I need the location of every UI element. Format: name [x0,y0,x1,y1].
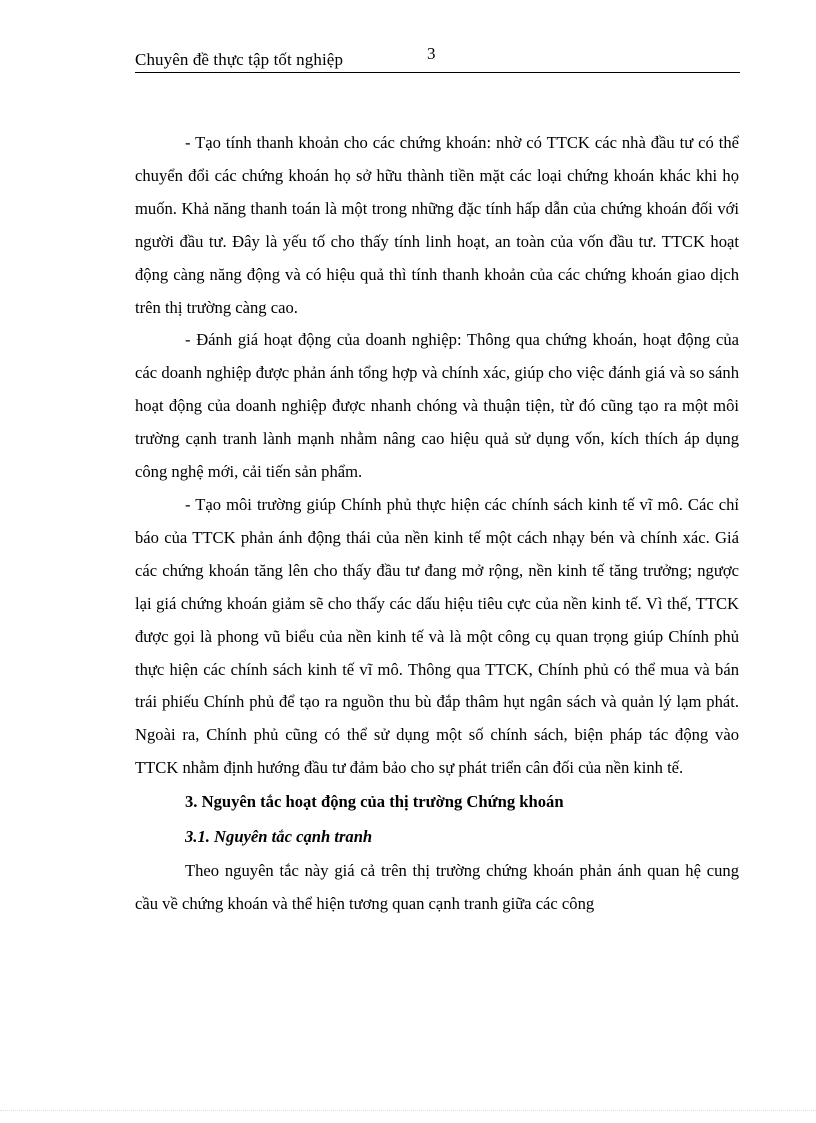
section-heading: 3. Nguyên tắc hoạt động của thị trường Chứng khoán [185,792,564,812]
page-number: 3 [427,44,436,63]
document-body [135,127,739,921]
subsection-heading: 3.1. Nguyên tắc cạnh tranh [185,827,373,847]
paragraph-competition: Theo nguyên tắc này giá cả trên thị trường chứng khoán phản ánh quan hệ cung cầu về chứng khoán và thể hiện tương quan cạnh tranh giữa các công [135,861,739,914]
page-header [135,46,740,73]
page-bottom-divider [0,1110,816,1111]
paragraph-liquidity: - Tạo tính thanh khoản cho các chứng khoán: nhờ có TTCK các nhà đầu tư có thể chuyển đổi các chứng khoán họ sở hữu thành tiền mặt các loại chứng khoán khác khi họ muốn. Khả năng thanh toán là một trong những đặc tính hấp dẫn của chứng khoán đối với người đầu tư. Đây là yếu tố cho thấy tính linh hoạt, an toàn của vốn đầu tư. TTCK hoạt động càng năng động và có hiệu quả thì tính thanh khoản của các chứng khoán giao dịch trên thị trường càng cao. [135,133,739,317]
paragraph-business-evaluation: - Đánh giá hoạt động của doanh nghiệp: Thông qua chứng khoán, hoạt động của các doanh nghiệp được phản ánh tổng hợp và chính xác, giúp cho việc đánh giá và so sánh hoạt động của doanh nghiệp được nhanh chóng và thuận tiện, từ đó cũng tạo ra một môi trường cạnh tranh lành mạnh nhằm nâng cao hiệu quả sử dụng vốn, kích thích áp dụng công nghệ mới, cải tiến sản phẩm. [135,330,739,482]
paragraph-macro-policy: - Tạo môi trường giúp Chính phủ thực hiện các chính sách kinh tế vĩ mô. Các chỉ báo của TTCK phản ánh động thái của nền kinh tế một cách nhạy bén và chính xác. Giá các chứng khoán tăng lên cho thấy đầu tư đang mở rộng, nền kinh tế tăng trưởng; ngược lại giá chứng khoán giảm sẽ cho thấy các dấu hiệu tiêu cực của nền kinh tế. Vì thế, TTCK được gọi là phong vũ biểu của nền kinh tế và là một công cụ quan trọng giúp Chính phủ thực hiện các chính sách kinh tế vĩ mô. Thông qua TTCK, Chính phủ có thể mua và bán trái phiếu Chính phủ để tạo ra nguồn thu bù đắp thâm hụt ngân sách và quản lý lạm phát. Ngoài ra, Chính phủ cũng có thể sử dụng một số chính sách, biện pháp tác động vào TTCK nhằm định hướng đầu tư đảm bảo cho sự phát triển cân đối của nền kinh tế. [135,494,739,778]
header-title: Chuyên đề thực tập tốt nghiệp [135,50,344,69]
